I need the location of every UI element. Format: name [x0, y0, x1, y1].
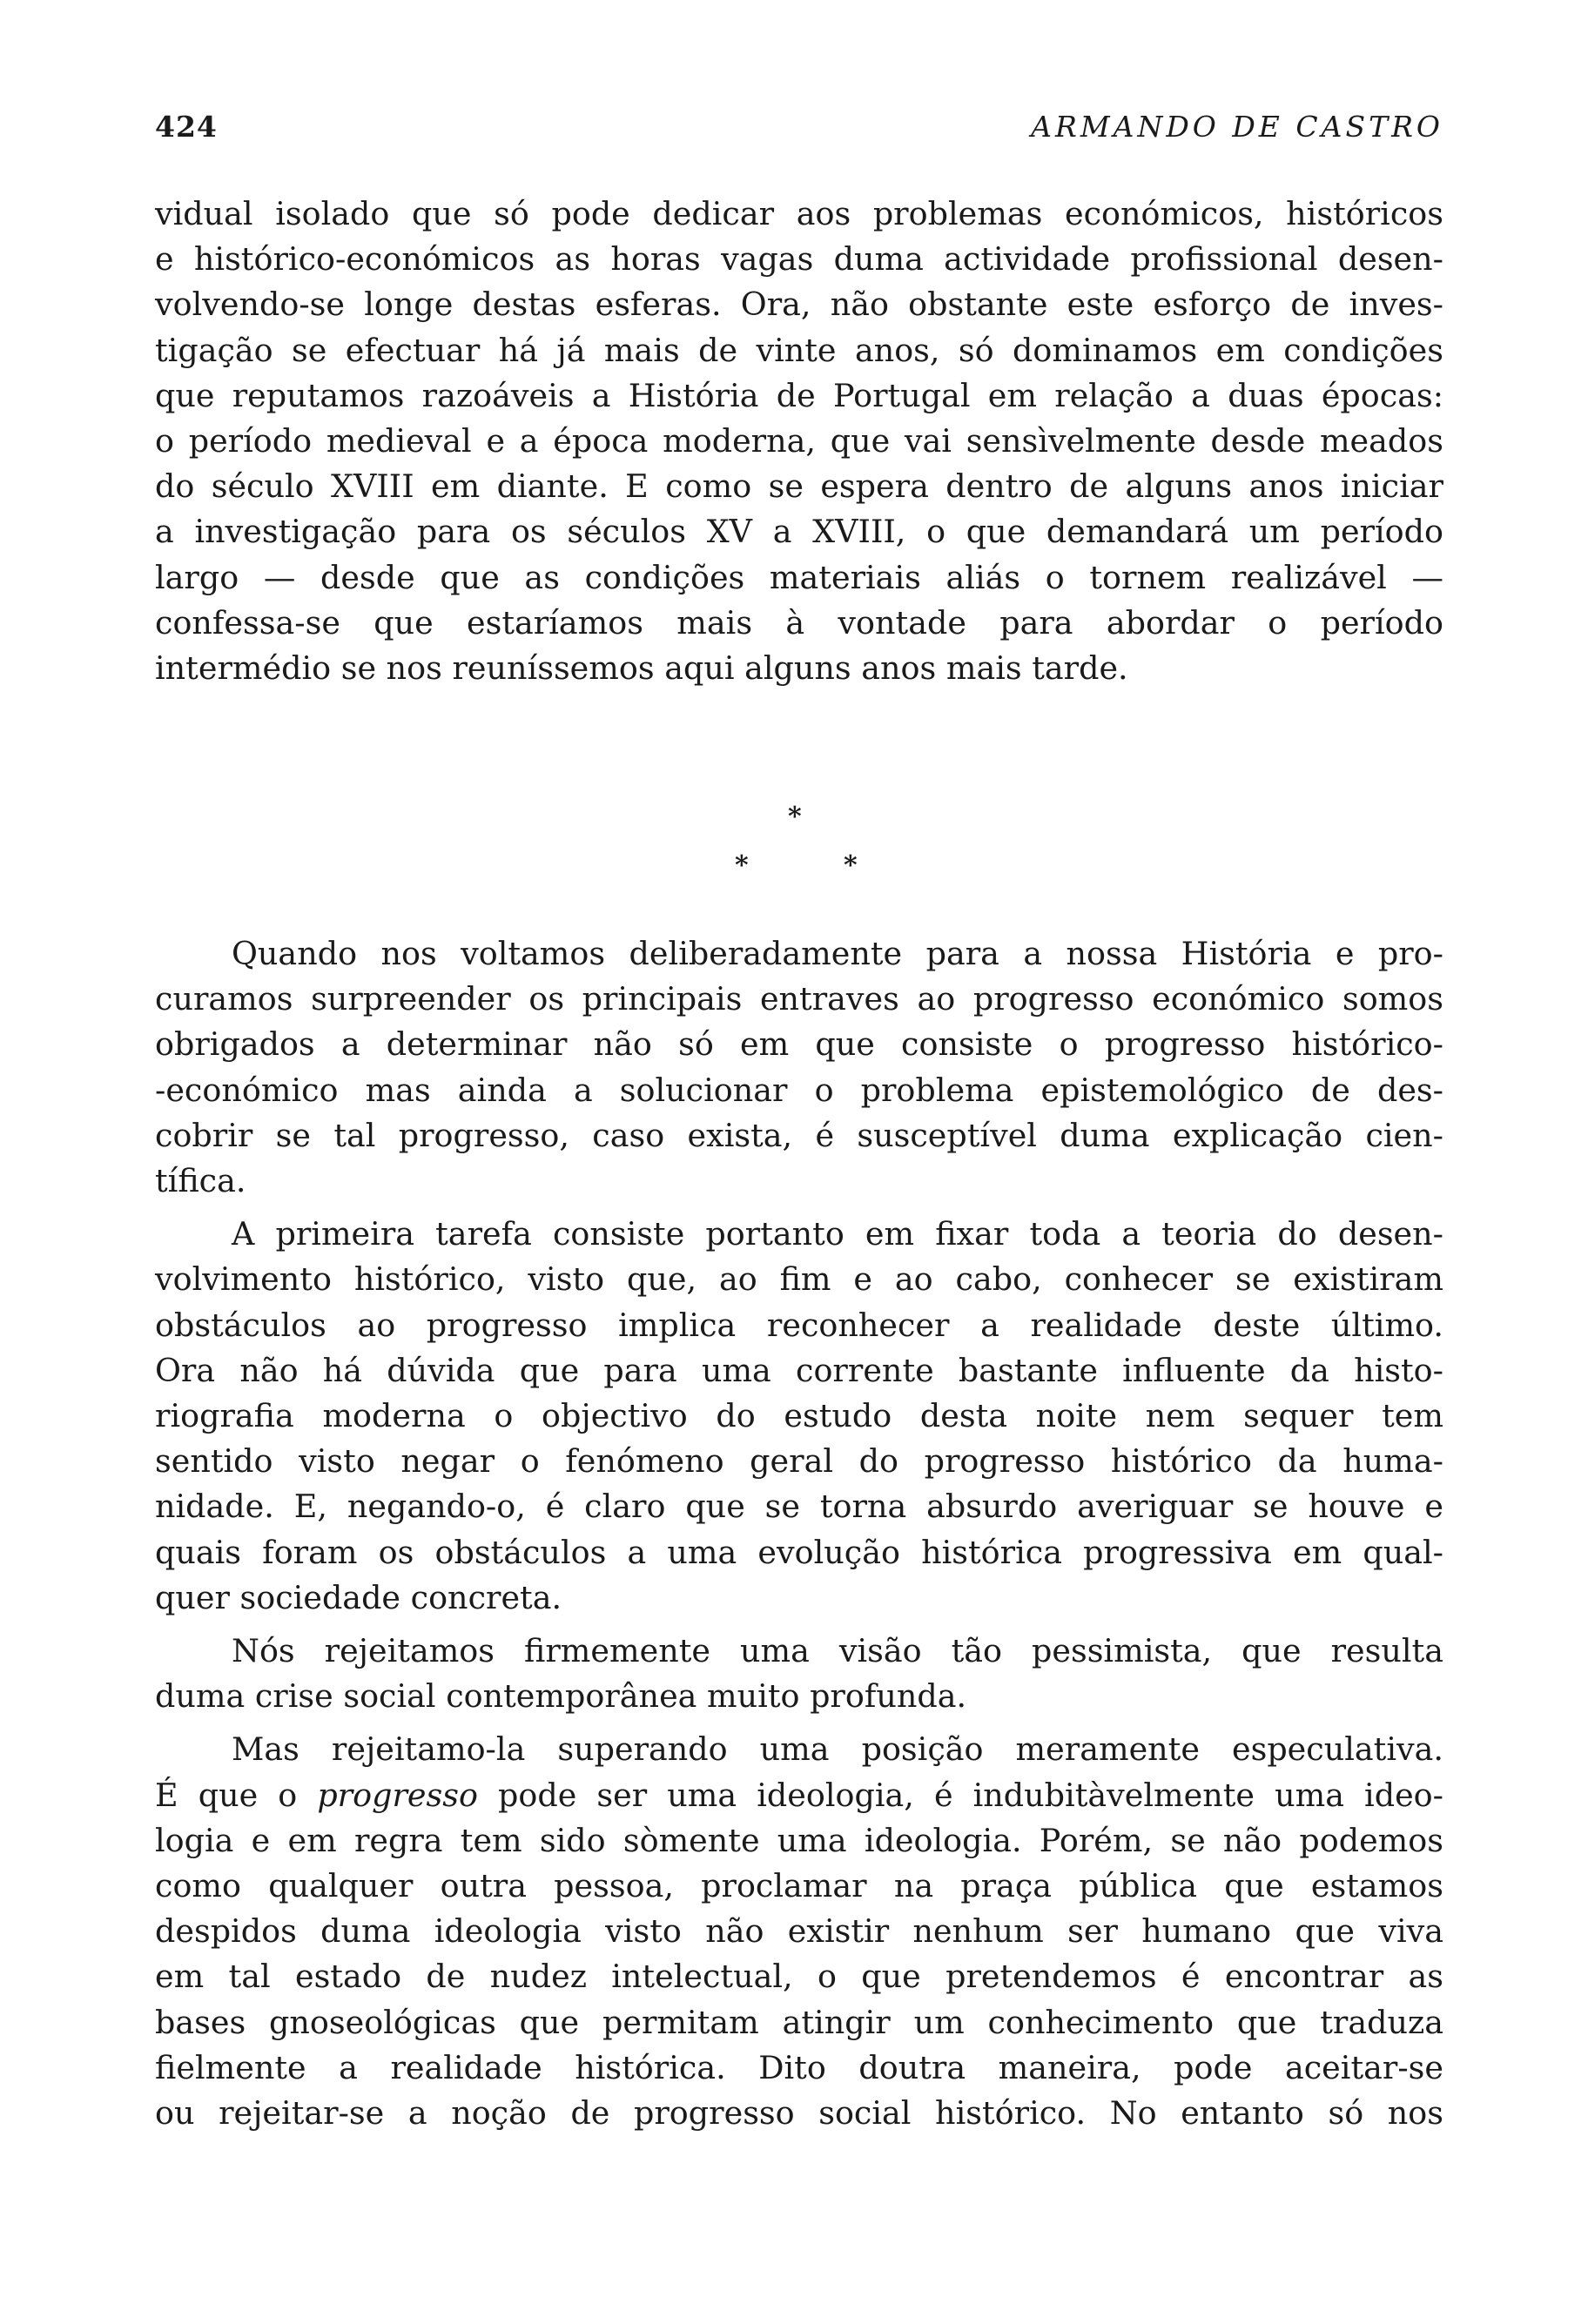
text-line — [155, 1773, 1443, 1818]
text-line: volvendo-se longe destas esferas. Ora, não obstante este esforço de inves- — [155, 285, 1443, 324]
text-line: e histórico-económicos as horas vagas duma actividade profissional desen- — [155, 240, 1443, 279]
text-line: confessa-se que estaríamos mais à vontade para abordar o período — [155, 603, 1443, 641]
text-line: quais foram os obstáculos a uma evolução histórica progressiva em qual- — [155, 1533, 1443, 1571]
page-number: 424 — [155, 110, 218, 144]
section-break — [0, 794, 1588, 898]
paragraph — [155, 1212, 1443, 1621]
running-title: ARMANDO DE CASTRO — [1031, 110, 1443, 144]
text-line: bases gnoseológicas que permitam atingir um conhecimento que traduza — [155, 2003, 1443, 2041]
text-line: obstáculos ao progresso implica reconhecer a realidade deste último. — [155, 1306, 1443, 1344]
text-line: sentido visto negar o fenómeno geral do progresso histórico da huma- — [155, 1442, 1443, 1481]
text-line: a investigação para os séculos XV a XVIII, o que demandará um período — [155, 513, 1443, 551]
paragraph-continuation — [155, 191, 1443, 691]
text-line: curamos surpreender os principais entraves ao progresso económico somos — [155, 980, 1443, 1018]
asterisk-ornament: * — [844, 850, 858, 881]
text-line: tigação se efectuar há já mais de vinte anos, só dominamos em condições — [155, 331, 1443, 369]
text-line: A primeira tarefa consiste portanto em fixar toda a teoria do desen- — [232, 1215, 1443, 1253]
text-line: logia e em regra tem sido sòmente uma ideologia. Porém, se não podemos — [155, 1821, 1443, 1859]
text-line: Ora não há dúvida que para uma corrente bastante influente da histo- — [155, 1351, 1443, 1389]
text-line: Quando nos voltamos deliberadamente para a nossa História e pro- — [232, 935, 1443, 972]
text-line: vidual isolado que só pode dedicar aos problemas económicos, históricos — [155, 195, 1443, 232]
text-run: pode ser uma ideologia, é indubitàvelmente uma ideo- — [477, 1776, 1443, 1814]
asterisk-ornament: * — [735, 850, 749, 881]
text-line: cobrir se tal progresso, caso exista, é susceptível duma explicação cien- — [155, 1116, 1443, 1154]
text-line: volvimento histórico, visto que, ao fim e ao cabo, conhecer se existiram — [155, 1260, 1443, 1299]
text-line: em tal estado de nudez intelectual, o que pretendemos é encontrar as — [155, 1958, 1443, 1996]
text-line: quer sociedade concreta. — [155, 1578, 562, 1616]
paragraph — [155, 1727, 1443, 2136]
asterisk-ornament: * — [788, 802, 802, 832]
text-line: que reputamos razoáveis a História de Portugal em relação a duas épocas: — [155, 376, 1443, 414]
text-line: largo — desde que as condições materiais aliás o tornem realizável — — [155, 558, 1443, 596]
text-line: ou rejeitar-se a noção de progresso social histórico. No entanto só nos — [155, 2094, 1443, 2133]
paragraph — [155, 1629, 1443, 1719]
text-line: Mas rejeitamo-la superando uma posição meramente especulativa. — [232, 1730, 1443, 1769]
body-text — [155, 931, 1443, 2136]
text-line: tífica. — [155, 1162, 246, 1200]
text-line: fielmente a realidade histórica. Dito doutra maneira, pode aceitar-se — [155, 2048, 1443, 2086]
text-line: Nós rejeitamos firmemente uma visão tão pessimista, que resulta — [232, 1632, 1443, 1670]
text-line: nidade. E, negando-o, é claro que se torna absurdo averiguar se houve e — [155, 1488, 1443, 1526]
text-line: duma crise social contemporânea muito profunda. — [155, 1677, 967, 1716]
text-line: riografia moderna o objectivo do estudo desta noite nem sequer tem — [155, 1397, 1443, 1435]
text-line: intermédio se nos reuníssemos aqui alguns anos mais tarde. — [155, 649, 1128, 688]
text-run: É que o — [155, 1776, 318, 1814]
text-line: o período medieval e a época moderna, que vai sensìvelmente desde meados — [155, 422, 1443, 460]
text-line: despidos duma ideologia visto não existir nenhum ser humano que viva — [155, 1912, 1443, 1951]
running-head — [155, 110, 1443, 148]
text-line: -económico mas ainda a solucionar o problema epistemológico de des- — [155, 1071, 1443, 1109]
paragraph — [155, 931, 1443, 1204]
text-line: obrigados a determinar não só em que consiste o progresso histórico- — [155, 1025, 1443, 1064]
text-line: do século XVIII em diante. E como se espera dentro de alguns anos iniciar — [155, 467, 1443, 506]
text-line: como qualquer outra pessoa, proclamar na praça pública que estamos — [155, 1867, 1443, 1905]
italic-term: progresso — [317, 1776, 478, 1814]
